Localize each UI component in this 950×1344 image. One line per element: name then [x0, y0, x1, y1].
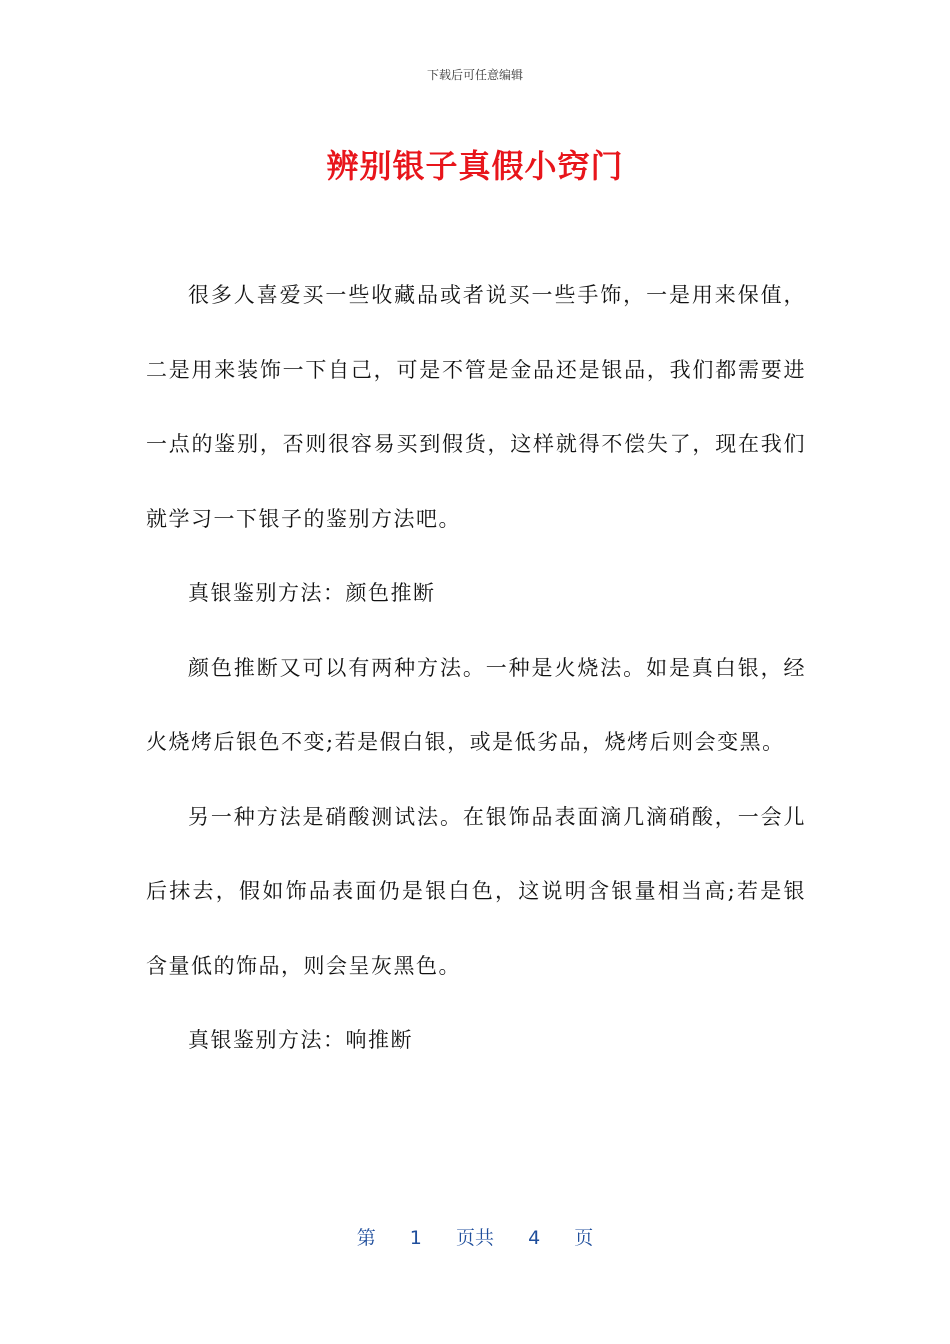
document-title: 辨别银子真假小窍门 [326, 147, 624, 185]
page-footer [0, 1224, 950, 1252]
document-body [146, 258, 806, 1078]
paragraph-nitric-acid-method: 另一种方法是硝酸测试法。在银饰品表面滴几滴硝酸，一会儿后抹去，假如饰品表面仍是银白色，这说明含银量相当高;若是银含量低的饰品，则会呈灰黑色。 [146, 804, 806, 978]
paragraph-fire-method: 颜色推断又可以有两种方法。一种是火烧法。如是真白银，经火烧烤后银色不变;若是假白银，或是低劣品，烧烤后则会变黑。 [146, 655, 806, 754]
footer-prefix: 第 [356, 1227, 376, 1249]
footer-current-page: 1 [409, 1227, 422, 1249]
paragraph-intro: 很多人喜爱买一些收藏品或者说买一些手饰，一是用来保值，二是用来装饰一下自己，可是不管是金品还是银品，我们都需要进一点的鉴别，否则很容易买到假货，这样就得不偿失了，现在我们就学习一下银子的鉴别方法吧。 [146, 283, 806, 531]
page-header-note: 下载后可任意编辑 [426, 68, 523, 82]
footer-middle: 页共 [455, 1227, 494, 1249]
footer-suffix: 页 [574, 1227, 594, 1249]
section-heading-color: 真银鉴别方法：颜色推断 [188, 581, 436, 605]
section-heading-sound: 真银鉴别方法：响推断 [188, 1028, 413, 1052]
footer-total-pages: 4 [528, 1227, 541, 1249]
